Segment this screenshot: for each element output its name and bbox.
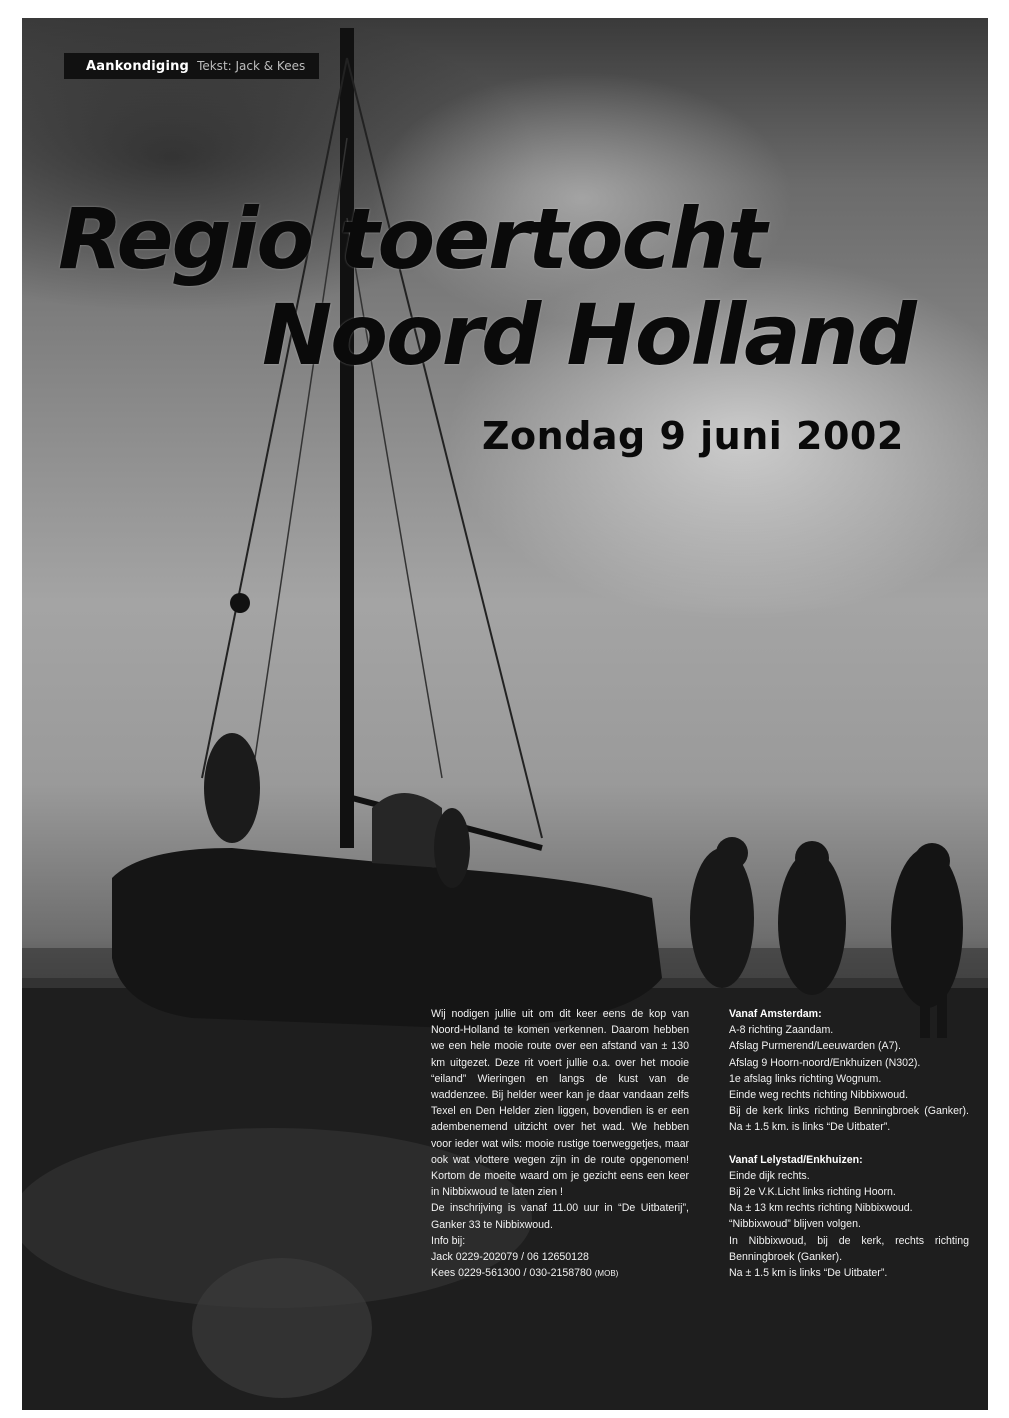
person-on-mudflat [690,848,754,988]
section-header-bar [64,53,319,79]
directions-heading-lelystad: Vanaf Lelystad/Enkhuizen: [729,1153,863,1166]
directions-heading-amsterdam: Vanaf Amsterdam: [729,1008,822,1020]
rigging-line [202,58,347,778]
author-credit: Tekst: Jack & Kees [197,59,306,73]
mobile-suffix: (MOB) [594,1269,619,1279]
contact-kees: Kees 0229-561300 / 030-2158780 (MOB) [431,1267,619,1280]
direction-line: A-8 richting Zaandam. [729,1024,834,1037]
registration-text: De inschrijving is vanaf 11.00 uur in “De Uitbaterij”, Ganker 33 te Nibbixwoud. [431,1202,689,1231]
direction-line: Afslag 9 Hoorn-noord/Enkhuizen (N302). [729,1056,921,1069]
directions-column [729,1006,969,1281]
headline-line-2: Noord Holland [262,286,915,384]
direction-line: Einde weg rechts richting Nibbixwoud. [729,1089,909,1102]
intro-paragraph: Wij nodigen jullie uit om dit keer eens de kop van Noord-Holland te komen verkennen. Daarom hebben we een hele mooie route over een afstand van ± 130 km uitgezet. Deze rit voert jullie o.a. over het mooie “eiland” Wieringen en langs de kust van de waddenzee. Bij helder weer kan je daar vandaan zelfs Texel en Den Helder zien liggen, bovendien is er een adembenemend uitzicht over het wad. We hebben voor ieder wat wils: mooie rustige toerweggetjes, maar ook wat vlottere wegen zijn in de route opgenomen! Kortom de moeite waard om je gezicht eens een keer in Nibbixwoud te laten zien ! [431,1008,689,1199]
direction-line: Na ± 1.5 km is links “De Uitbater”. [729,1267,888,1280]
intro-column [431,1006,689,1282]
direction-line: In Nibbixwoud, bij de kerk, rechts richting Benningbroek (Ganker). [729,1234,969,1263]
direction-line: “Nibbixwoud” blijven volgen. [729,1218,861,1231]
headline-line-1: Regio toertocht [58,190,766,288]
ship-deckhouse [372,793,442,868]
mudflat-pool [192,1258,372,1398]
ship-hull [112,848,662,1028]
direction-line: Bij de kerk links richting Benningbroek (Ganker). Na ± 1.5 km. is links “De Uitbater”. [729,1105,969,1134]
person-on-deck [204,733,260,843]
poster-page [22,18,988,1410]
direction-line: Na ± 13 km rechts richting Nibbixwoud. [729,1202,913,1215]
direction-line: Einde dijk rechts. [729,1169,810,1182]
direction-line: Afslag Purmerend/Leeuwarden (A7). [729,1040,901,1053]
person-on-deck [434,808,470,888]
contact-jack: Jack 0229-202079 / 06 12650128 [431,1251,589,1264]
section-category: Aankondiging [86,58,190,74]
event-date: Zondag 9 juni 2002 [482,414,904,458]
ship-mast [340,28,354,848]
direction-line: 1e afslag links richting Wognum. [729,1072,882,1085]
info-label: Info bij: [431,1234,466,1247]
direction-line: Bij 2e V.K.Licht links richting Hoorn. [729,1186,896,1199]
mast-ball [230,593,250,613]
